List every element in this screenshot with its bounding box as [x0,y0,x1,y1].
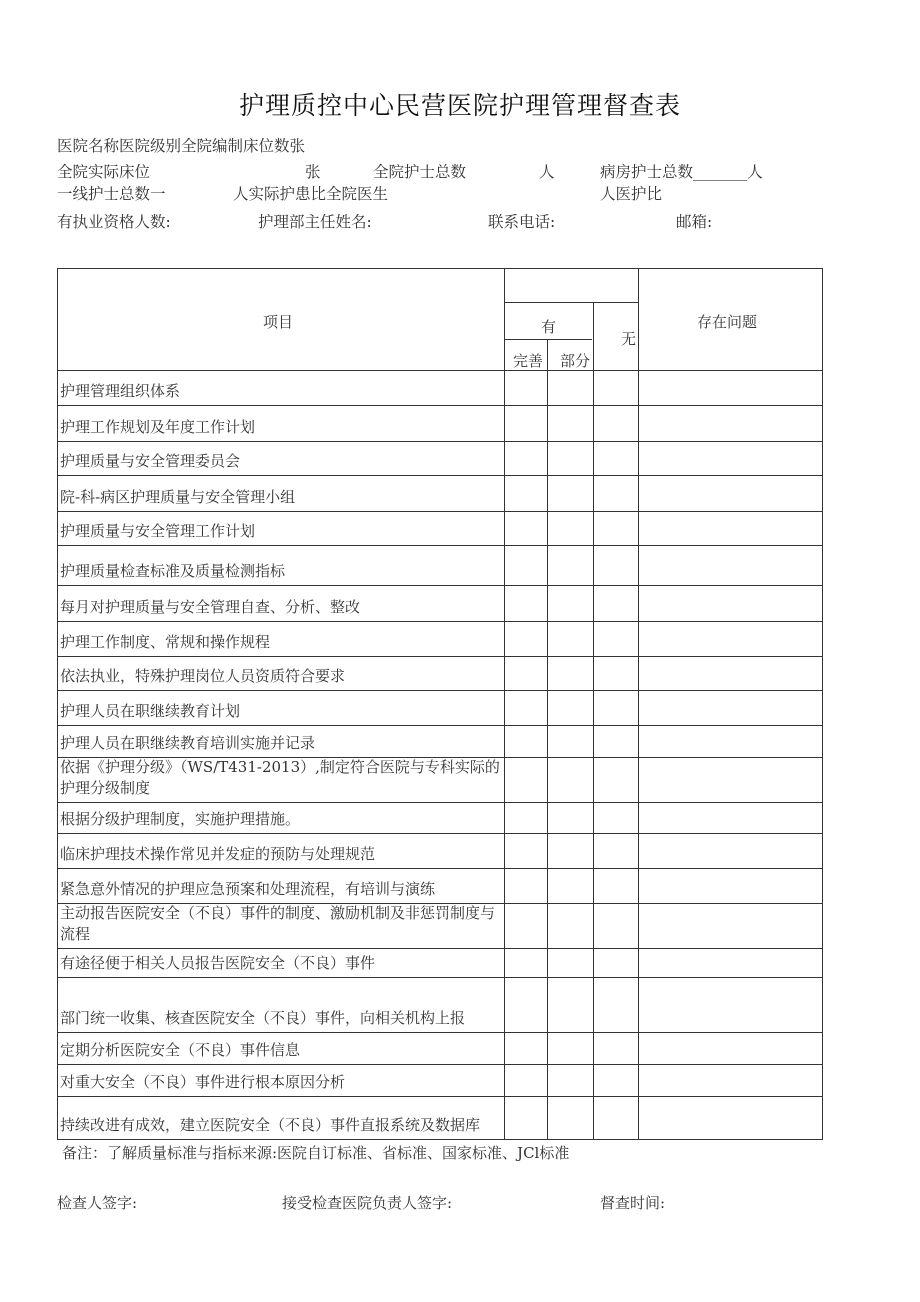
info-doctor-nurse-ratio-label: 人医护比 [600,185,663,203]
table-row-label: 护理工作制度、常规和操作规程 [60,633,271,651]
row-divider [58,545,822,546]
col-divider-partial [593,302,594,1139]
table-row-label: 有途径便于相关人员报告医院安全（不良）事件 [60,954,376,972]
row-divider [58,977,822,978]
table-row-label: 依据《护理分级》（WS/T431-2013）,制定符合医院与专科实际的护理分级制度 [60,758,500,797]
row-divider [58,833,822,834]
header-complete: 完善 [513,352,544,370]
table-row-label: 护理人员在职继续教育培训实施并记录 [60,734,316,752]
row-divider [58,511,822,512]
header-item: 项目 [263,313,294,331]
row-divider [58,802,822,803]
table-row-label: 部门统一收集、核查医院安全（不良）事件，向相关机构上报 [60,1009,466,1027]
note: 备注：了解质量标准与指标来源:医院自订标准、省标准、国家标准、JCl标准 [62,1144,570,1162]
info-line-hospital: 医院名称医院级别全院编制床位数张 [57,137,306,155]
table-row-label: 护理管理组织体系 [60,382,181,400]
info-ratio-doctors-label: 人实际护患比全院医生 [233,185,389,203]
row-divider [58,1032,822,1033]
header-divider-you [504,339,592,340]
table-row-label: 定期分析医院安全（不良）事件信息 [60,1041,301,1059]
table-row-label: 每月对护理质量与安全管理自查、分析、整改 [60,598,361,616]
table-row-label: 护理质量与安全管理委员会 [60,452,241,470]
table-row-label: 紧急意外情况的护理应急预案和处理流程，有培训与演练 [60,880,436,898]
table-row-label: 护理工作规划及年度工作计划 [60,418,256,436]
info-nurses-unit: 人 [539,163,555,181]
header-you: 有 [541,318,557,336]
header-none: 无 [621,330,637,348]
row-divider [58,585,822,586]
table-row-label: 护理质量检查标准及质量检测指标 [60,562,286,580]
row-divider [58,370,822,371]
info-email-label: 邮箱: [676,213,713,231]
row-divider [58,868,822,869]
info-phone-label: 联系电话: [488,213,556,231]
table-row-label: 依法执业，特殊护理岗位人员资质符合要求 [60,667,346,685]
header-issues: 存在问题 [697,313,758,331]
info-director-name-label: 护理部主任姓名: [258,213,372,231]
row-divider [58,1064,822,1065]
row-divider [58,948,822,949]
header-divider-top [504,302,638,303]
table-row-label: 护理质量与安全管理工作计划 [60,522,256,540]
info-ward-nurses-label: 病房护士总数_______人 [600,163,763,181]
page-title: 护理质控中心民营医院护理管理督查表 [238,91,681,120]
header-partial: 部分 [560,352,591,370]
info-licensed-count-label: 有执业资格人数: [57,213,171,231]
row-divider [58,690,822,691]
inspection-time-label: 督查时间: [600,1194,666,1212]
table-row-label: 主动报告医院安全（不良）事件的制度、激励机制及非惩罚制度与流程 [60,904,496,943]
info-total-nurses-label: 全院护士总数 [373,163,467,181]
inspection-table [57,268,823,1140]
col-divider-complete [547,339,548,1139]
row-divider [58,475,822,476]
table-row-label: 持续改进有成效，建立医院安全（不良）事件直报系统及数据库 [60,1116,481,1134]
inspector-signature-label: 检查人签字: [57,1194,138,1212]
info-frontline-nurses-label: 一线护士总数一 [57,185,166,203]
receiver-signature-label: 接受检查医院负责人签字: [282,1194,453,1212]
table-row-label: 对重大安全（不良）事件进行根本原因分析 [60,1073,346,1091]
row-divider [58,621,822,622]
row-divider [58,1096,822,1097]
table-row-label: 护理人员在职继续教育计划 [60,702,241,720]
col-divider-none [638,269,639,1139]
table-row-label: 院-科-病区护理质量与安全管理小组 [60,488,296,506]
row-divider [58,405,822,406]
row-divider [58,656,822,657]
table-row-label: 临床护理技术操作常见并发症的预防与处理规范 [60,845,376,863]
table-row-label: 根据分级护理制度，实施护理措施。 [60,810,301,828]
info-actual-beds-label: 全院实际床位 [57,163,151,181]
info-beds-unit: 张 [305,163,321,181]
row-divider [58,725,822,726]
row-divider [58,441,822,442]
